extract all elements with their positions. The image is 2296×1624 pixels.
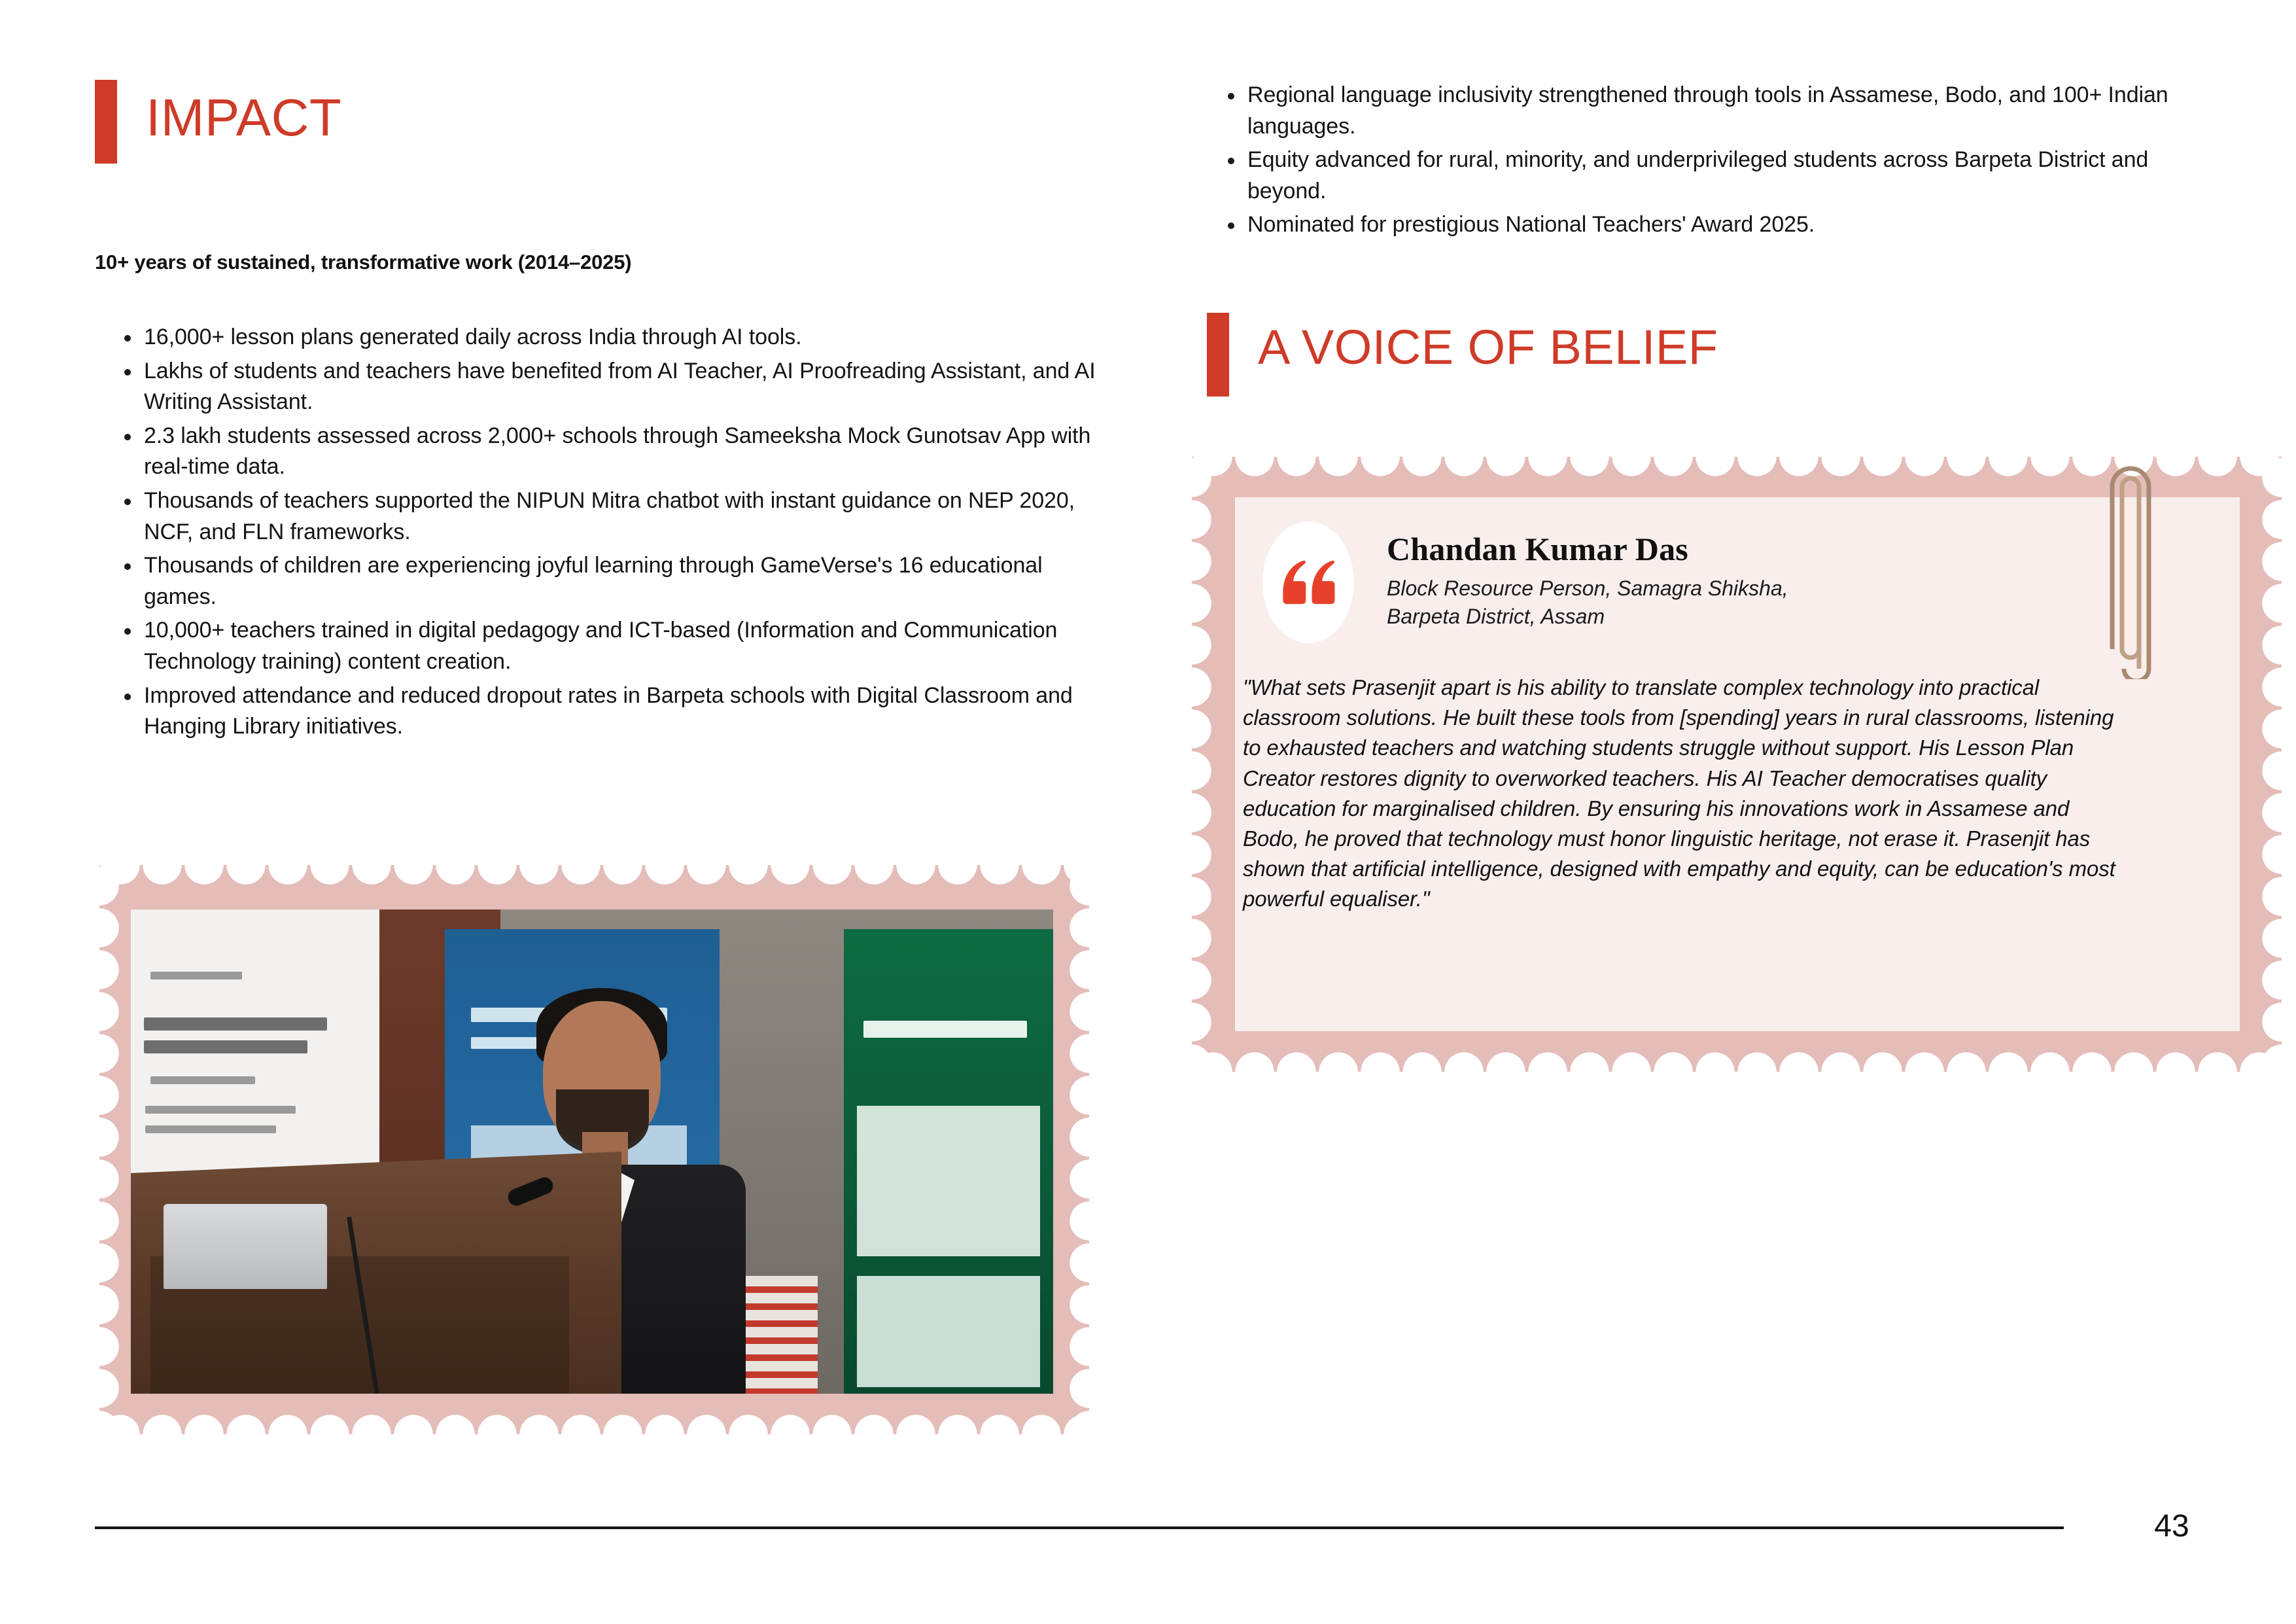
quote-icon (1278, 552, 1338, 612)
voice-heading-text: A VOICE OF BELIEF (1258, 320, 1718, 374)
list-item: Thousands of teachers supported the NIPUN Mitra chatbot with instant guidance on NEP 2020, NCF, and FLN frameworks. (110, 485, 1104, 548)
impact-subtitle: 10+ years of sustained, transformative work (2014–2025) (95, 251, 632, 274)
photo-green-banner-panel-top (857, 1106, 1040, 1256)
impact-section-heading (95, 80, 341, 164)
photo-gamosa-cloth (739, 1276, 818, 1394)
list-item: Improved attendance and reduced dropout rates in Barpeta schools with Digital Classroom and Hanging Library initiatives. (110, 680, 1104, 743)
list-item: Equity advanced for rural, minority, and underprivileged students across Barpeta District and beyond. (1213, 145, 2208, 207)
accent-bar (95, 80, 117, 164)
list-item: Regional language inclusivity strengthened through tools in Assamese, Bodo, and 100+ Indian languages. (1213, 80, 2208, 142)
impact-heading-text: IMPACT (146, 88, 342, 147)
photo-green-banner-panel-bottom (857, 1276, 1040, 1387)
quotation-mark-badge (1262, 521, 1354, 643)
list-item: Thousands of children are experiencing joyful learning through GameVerse's 16 educational games. (110, 550, 1104, 612)
voice-section-heading (1207, 313, 1718, 397)
testimonial-person (1387, 530, 2211, 631)
paperclip-icon (2108, 453, 2170, 679)
accent-bar (1207, 313, 1229, 397)
impact-bullet-list (110, 322, 1104, 745)
photo-laptop (164, 1204, 327, 1289)
list-item: 2.3 lakh students assessed across 2,000+ schools through Sameeksha Mock Gunotsav App with real-time data. (110, 421, 1104, 483)
footer-divider (95, 1527, 2064, 1529)
list-item: Lakhs of students and teachers have benefited from AI Teacher, AI Proofreading Assistant, and AI Writing Assistant. (110, 356, 1104, 418)
page-number: 43 (2154, 1509, 2189, 1544)
testimonial-role-line-1: Block Resource Person, Samagra Shiksha, (1387, 576, 1788, 600)
testimonial-quote-text: "What sets Prasenjit apart is his ability to translate complex technology into practical classroom solutions. He built these tools from [spending] years in rural classrooms, listening to exhausted teachers and watching students struggle without support. His Lesson Plan Creator restores dignity to overworked teachers. His AI Teacher democratises quality education for marginalised children. By ensuring his innovations work in Assamese and Bodo, he proved that technology must honor linguistic heritage, not erase it. Prasenjit has shown that artificial intelligence, designed with empathy and equity, can be education's most powerful equaliser." (1243, 675, 2115, 911)
conference-photo (131, 909, 1053, 1394)
list-item: Nominated for prestigious National Teachers' Award 2025. (1213, 209, 2208, 241)
list-item: 10,000+ teachers trained in digital pedagogy and ICT-based (Information and Communication Technology training) content creation. (110, 615, 1104, 677)
list-item: 16,000+ lesson plans generated daily across India through AI tools. (110, 322, 1104, 353)
testimonial-name: Chandan Kumar Das (1387, 531, 1688, 567)
impact-continued-bullet-list (1213, 80, 2208, 243)
testimonial-role-line-2: Barpeta District, Assam (1387, 605, 1605, 629)
